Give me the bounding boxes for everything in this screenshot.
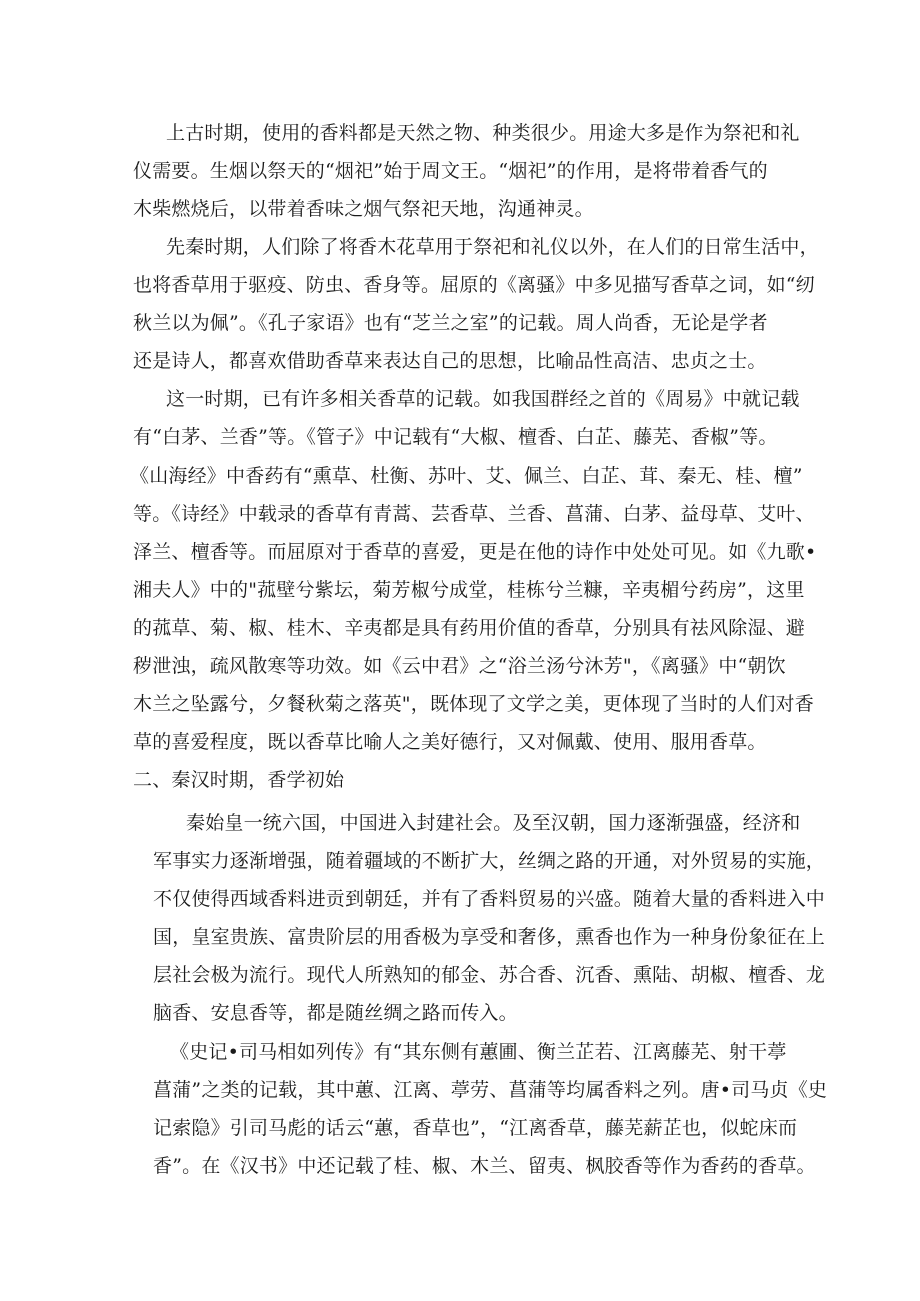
paragraph-3-line-5: 泽兰、檀香等。而屈原对于香草的喜爱，更是在他的诗作中处处可见。如《九歌• <box>133 541 817 563</box>
paragraph-3-line-3: 《山海经》中香药有“熏草、杜衡、苏叶、艾、佩兰、白芷、茸、秦无、桂、檀” <box>130 465 803 487</box>
section2-paragraph-1-line-1: 秦始皇一统六国，中国进入封建社会。及至汉朝，国力逐渐强盛，经济和 <box>186 812 801 834</box>
section2-paragraph-1-line-6: 脑香、安息香等，都是随丝绸之路而传入。 <box>153 1002 518 1024</box>
paragraph-3-line-7: 的菰草、菊、椒、桂木、辛夷都是具有药用价值的香草，分别具有祛风除湿、避 <box>133 617 806 639</box>
section2-paragraph-2-line-2: 菖蒲”之类的记载，其中蕙、江离、葶劳、菖蒲等均属香料之列。唐•司马贞《史 <box>153 1079 828 1101</box>
paragraph-3-line-10: 草的喜爱程度，既以香草比喻人之美好德行，又对佩戴、使用、服用香草。 <box>133 731 767 753</box>
paragraph-3-line-1: 这一时期，已有许多相关香草的记载。如我国群经之首的《周易》中就记载 <box>166 388 800 410</box>
paragraph-3-line-6: 湘夫人》中的"菰壁兮紫坛，菊芳椒兮成堂，桂栋兮兰糠，辛夷楣兮药房”，这里 <box>133 579 805 601</box>
section2-paragraph-1-line-4: 国，皇室贵族、富贵阶层的用香极为享受和奢侈，熏香也作为一种身份象征在上 <box>153 926 826 948</box>
paragraph-2-line-1: 先秦时期，人们除了将香木花草用于祭祀和礼仪以外，在人们的日常生活中， <box>166 236 819 258</box>
section2-paragraph-1-line-2: 军事实力逐渐增强，随着疆域的不断扩大，丝绸之路的开通，对外贸易的实施， <box>153 850 826 872</box>
paragraph-3-line-8: 秽泄浊，疏风散寒等功效。如《云中君》之“浴兰汤兮沐芳"，《离骚》中“朝饮 <box>133 655 786 677</box>
paragraph-2-line-4: 还是诗人，都喜欢借助香草来表达自己的思想，比喻品性高洁、忠贞之士。 <box>133 350 767 372</box>
paragraph-2-line-3: 秋兰以为佩”。《孔子家语》也有“芝兰之室”的记载。周人尚香，无论是学者 <box>133 312 768 334</box>
section2-paragraph-2-line-3: 记索隐》引司马彪的话云“蕙，香草也”，“江离香草，藤芜薪芷也，似蛇床而 <box>153 1117 798 1139</box>
paragraph-3-line-2: 有“白茅、兰香”等。《管子》中记载有“大椒、檀香、白芷、藤芜、香椒”等。 <box>133 426 778 448</box>
paragraph-1-line-1: 上古时期，使用的香料都是天然之物、种类很少。用途大多是作为祭祀和礼 <box>166 122 800 144</box>
paragraph-1-line-2: 仪需要。生烟以祭天的“烟祀”始于周文王。“烟祀”的作用，是将带着香气的 <box>133 160 768 182</box>
paragraph-2-line-2: 也将香草用于驱疫、防虫、香身等。屈原的《离骚》中多见描写香草之词，如“纫 <box>133 274 815 296</box>
paragraph-1-line-3: 木柴燃烧后，以带着香味之烟气祭祀天地，沟通神灵。 <box>133 198 594 220</box>
section2-paragraph-2-line-4: 香”。在《汉书》中还记载了桂、椒、木兰、留夷、枫胶香等作为香药的香草。 <box>153 1155 816 1177</box>
section-heading: 二、秦汉时期，香学初始 <box>133 769 345 791</box>
section2-paragraph-2-line-1: 《史记•司马相如列传》有“其东侧有蕙圃、衡兰芷若、江离藤芜、射干葶 <box>170 1041 787 1063</box>
paragraph-3-line-9: 木兰之坠露兮，夕餐秋菊之落英"，既体现了文学之美，更体现了当时的人们对香 <box>133 693 814 715</box>
paragraph-3-line-4: 等。《诗经》中载录的香草有青蒿、芸香草、兰香、菖蒲、白茅、益母草、艾叶、 <box>133 503 815 525</box>
section2-paragraph-1-line-5: 层社会极为流行。现代人所熟知的郁金、苏合香、沉香、熏陆、胡椒、檀香、龙 <box>153 964 826 986</box>
section2-paragraph-1-line-3: 不仅使得西域香料进贡到朝廷，并有了香料贸易的兴盛。随着大量的香料进入中 <box>153 888 826 910</box>
